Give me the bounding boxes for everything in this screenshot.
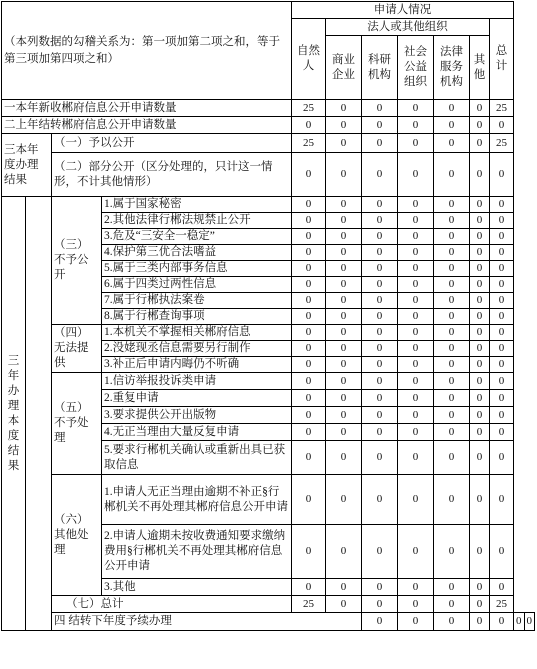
cell: 0 [326, 341, 362, 357]
cell: 0 [434, 596, 470, 613]
cell: 25 [292, 100, 326, 117]
applicant-situation-header: 申请人情况 [292, 2, 514, 19]
row-label: （七）总计 [52, 596, 292, 613]
gov-info-disclosure-table [1, 1, 535, 631]
cell: 0 [326, 117, 362, 134]
row-label: （二）部分公开（区分处理的，只计这一情形，不计其他情形） [52, 153, 292, 197]
row-label: 8.属于行郴查询事项 [102, 309, 292, 325]
cell: 0 [490, 579, 514, 596]
cell: 0 [326, 213, 362, 229]
cell: 0 [362, 100, 398, 117]
cell: 0 [470, 197, 490, 213]
cell: 0 [292, 197, 326, 213]
cell: 0 [398, 197, 434, 213]
cell: 0 [434, 229, 470, 245]
cell: 0 [292, 213, 326, 229]
cell: 0 [490, 213, 514, 229]
cell: 0 [292, 357, 326, 373]
cell: 0 [398, 309, 434, 325]
cell: 0 [398, 134, 434, 153]
cell: 0 [362, 341, 398, 357]
cell: 0 [490, 407, 514, 424]
cell: 0 [470, 525, 490, 579]
cell: 0 [490, 277, 514, 293]
cell: 0 [470, 596, 490, 613]
row-label: 二上年结转郴府信息公开申请数量 [2, 117, 292, 134]
cell: 0 [490, 613, 514, 631]
business-header: 商业企业 [326, 36, 362, 100]
cell: 0 [470, 407, 490, 424]
cell: 0 [326, 407, 362, 424]
cell: 0 [398, 613, 434, 631]
cell: 0 [398, 117, 434, 134]
cell: 0 [326, 475, 362, 525]
row-label: 3.补正后申请内晦仍不听确 [102, 357, 292, 373]
cell: 0 [434, 277, 470, 293]
cell: 0 [292, 293, 326, 309]
group-not-processed: （五）不予处理 [52, 373, 102, 475]
cell: 0 [398, 525, 434, 579]
cell: 0 [490, 293, 514, 309]
cell: 0 [362, 229, 398, 245]
natural-person-header: 自然人 [292, 19, 326, 100]
social-welfare-header: 社会公益组织 [398, 36, 434, 100]
row-label: （一）予以公开 [52, 134, 292, 153]
cell: 0 [292, 325, 326, 341]
cell: 0 [470, 134, 490, 153]
cell: 0 [362, 525, 398, 579]
cell: 0 [490, 153, 514, 197]
cell: 0 [470, 245, 490, 261]
cell: 0 [470, 293, 490, 309]
cell: 0 [398, 341, 434, 357]
cell: 0 [326, 134, 362, 153]
cell: 0 [292, 579, 326, 596]
cell: 0 [434, 197, 470, 213]
cell: 0 [490, 525, 514, 579]
cell: 0 [490, 309, 514, 325]
cell: 0 [292, 261, 326, 277]
cell: 0 [326, 153, 362, 197]
cell: 0 [490, 357, 514, 373]
section-3-big-gap [26, 197, 52, 631]
cell: 0 [398, 245, 434, 261]
cell: 0 [292, 309, 326, 325]
cell: 0 [434, 100, 470, 117]
cell: 0 [398, 261, 434, 277]
cell: 0 [292, 229, 326, 245]
cell: 0 [490, 475, 514, 525]
cell: 0 [292, 407, 326, 424]
cell: 0 [326, 197, 362, 213]
cell: 0 [362, 117, 398, 134]
cell: 0 [490, 441, 514, 475]
cell: 0 [398, 441, 434, 475]
cell: 0 [490, 117, 514, 134]
cell: 0 [490, 325, 514, 341]
cell: 0 [434, 245, 470, 261]
cell: 0 [470, 261, 490, 277]
row-label: 2.没姥现丞信息需要另行制作 [102, 341, 292, 357]
cell: 0 [434, 213, 470, 229]
cell: 0 [434, 475, 470, 525]
cell: 0 [490, 229, 514, 245]
cell: 0 [326, 525, 362, 579]
row-label: 3.危及“三安全一稳定” [102, 229, 292, 245]
cell: 0 [362, 261, 398, 277]
cell: 0 [490, 197, 514, 213]
cell: 0 [524, 613, 534, 631]
cell: 0 [292, 277, 326, 293]
cell: 0 [398, 229, 434, 245]
cell: 0 [362, 613, 398, 631]
cell: 0 [398, 357, 434, 373]
cell: 0 [292, 424, 326, 441]
cell: 0 [434, 325, 470, 341]
cell: 0 [470, 390, 490, 407]
cell: 0 [326, 261, 362, 277]
cell: 0 [362, 407, 398, 424]
cell: 0 [398, 596, 434, 613]
cell: 0 [362, 596, 398, 613]
cell: 0 [398, 325, 434, 341]
cell: 0 [362, 153, 398, 197]
cell: 0 [434, 373, 470, 390]
cell: 0 [470, 309, 490, 325]
cell: 0 [362, 424, 398, 441]
cell: 0 [470, 117, 490, 134]
cell: 0 [490, 261, 514, 277]
cell: 0 [470, 277, 490, 293]
cell: 0 [490, 424, 514, 441]
cell: 0 [470, 229, 490, 245]
cell: 0 [434, 261, 470, 277]
section-3-label: 三本年度办理结果 [2, 134, 52, 197]
cell: 0 [470, 613, 490, 631]
cell: 0 [514, 613, 524, 631]
research-header: 科研机构 [362, 36, 398, 100]
cell: 0 [362, 277, 398, 293]
cell: 0 [434, 579, 470, 596]
cell: 0 [470, 373, 490, 390]
row-label: 5.属于三类内部事务信息 [102, 261, 292, 277]
cell: 0 [326, 390, 362, 407]
row-label: 3.其他 [102, 579, 292, 596]
cell: 0 [362, 197, 398, 213]
cell: 0 [362, 475, 398, 525]
cell: 0 [434, 424, 470, 441]
row-label: 一本年新收郴府信息公开申请数量 [2, 100, 292, 117]
cell: 0 [326, 277, 362, 293]
cell: 0 [490, 245, 514, 261]
cell: 0 [434, 309, 470, 325]
row-label: 2.申请人逾期未按收费通知要求缴纳费用§行郴机关不再处理其郴府信息公开申请 [102, 525, 292, 579]
cell: 0 [398, 424, 434, 441]
cell: 0 [292, 117, 326, 134]
row-label: 4.无正当理由大量反复申请 [102, 424, 292, 441]
cell: 25 [292, 134, 326, 153]
group-not-public: （三）不予公开 [52, 197, 102, 325]
cell: 0 [434, 613, 470, 631]
cell: 0 [326, 293, 362, 309]
cell: 0 [470, 424, 490, 441]
cell: 0 [434, 407, 470, 424]
cell: 0 [362, 390, 398, 407]
cell: 0 [434, 441, 470, 475]
cell: 0 [398, 579, 434, 596]
cell: 0 [470, 325, 490, 341]
cell: 25 [490, 134, 514, 153]
row-label: 5.要求行郴机关确认或重新出具已获取信息 [102, 441, 292, 475]
total-header: 总计 [490, 19, 514, 100]
cell: 0 [292, 153, 326, 197]
cell: 0 [362, 441, 398, 475]
cell: 0 [398, 390, 434, 407]
cell: 0 [326, 441, 362, 475]
cell: 0 [292, 373, 326, 390]
cell: 0 [434, 525, 470, 579]
cell: 0 [326, 245, 362, 261]
cell: 0 [470, 213, 490, 229]
cell: 0 [490, 390, 514, 407]
row-label: 1.申请人无正当理由逾期不补正§行郴机关不再处理其郴府信息公开申请 [102, 475, 292, 525]
cell: 0 [362, 245, 398, 261]
cell: 25 [292, 596, 326, 613]
cell: 0 [398, 475, 434, 525]
cell: 0 [326, 100, 362, 117]
cell: 0 [326, 424, 362, 441]
cell: 0 [398, 407, 434, 424]
cell: 0 [292, 341, 326, 357]
cell: 0 [362, 309, 398, 325]
cell: 0 [470, 341, 490, 357]
cell: 0 [292, 475, 326, 525]
cell: 0 [326, 229, 362, 245]
row-label: 2.其他法律行郴法规禁止公开 [102, 213, 292, 229]
cell: 0 [362, 579, 398, 596]
cell: 0 [434, 357, 470, 373]
cell: 0 [470, 579, 490, 596]
cell: 0 [470, 441, 490, 475]
cell: 0 [434, 117, 470, 134]
cell: 0 [362, 134, 398, 153]
cell: 0 [470, 357, 490, 373]
section-3-big-left: 三年办理 本度 结果 [2, 197, 26, 631]
cell: 0 [362, 325, 398, 341]
cell: 0 [292, 245, 326, 261]
cell: 0 [362, 213, 398, 229]
other-header: 其他 [470, 36, 490, 100]
cell: 0 [470, 100, 490, 117]
row-label: 6.属于四类过两性信息 [102, 277, 292, 293]
cell: 0 [326, 579, 362, 596]
cell: 0 [362, 373, 398, 390]
table-note: （本列数据的勾稽关系为：第一项加第二项之和，等于第三项加第四项之和） [2, 2, 292, 100]
cell: 0 [362, 357, 398, 373]
cell: 0 [470, 475, 490, 525]
row-label: 1.信访举报投诉类申请 [102, 373, 292, 390]
row-label: 1.本机关不掌握相关郴府信息 [102, 325, 292, 341]
cell: 0 [434, 341, 470, 357]
row-label: 1.属于国家秘密 [102, 197, 292, 213]
legal-group-header: 法人或其他组织 [326, 19, 490, 36]
cell: 0 [398, 100, 434, 117]
cell: 0 [434, 390, 470, 407]
cell: 0 [470, 153, 490, 197]
row-label: 2.重复申请 [102, 390, 292, 407]
cell: 0 [292, 525, 326, 579]
cell: 0 [326, 373, 362, 390]
cell: 0 [398, 373, 434, 390]
cell: 0 [398, 277, 434, 293]
cell: 25 [490, 100, 514, 117]
cell: 0 [434, 153, 470, 197]
row-label: 7.属于行郴执法案卷 [102, 293, 292, 309]
cell: 0 [292, 390, 326, 407]
cell: 0 [362, 293, 398, 309]
cell: 0 [326, 357, 362, 373]
cell: 0 [398, 153, 434, 197]
cell: 0 [326, 309, 362, 325]
row-label: 3.要求提供公开出版物 [102, 407, 292, 424]
cell: 25 [490, 596, 514, 613]
cell: 0 [326, 596, 362, 613]
cell: 0 [434, 134, 470, 153]
cell: 0 [490, 341, 514, 357]
cell: 0 [398, 213, 434, 229]
legal-service-header: 法律服务机构 [434, 36, 470, 100]
group-no-info: （四）无法提供 [52, 325, 102, 373]
cell: 0 [434, 293, 470, 309]
row-label: 4.保护第三优合法嗜益 [102, 245, 292, 261]
cell: 0 [326, 325, 362, 341]
row-label: 四 结转下年度予续办理 [52, 613, 362, 631]
cell: 0 [398, 293, 434, 309]
cell: 0 [490, 373, 514, 390]
group-other-processing: （六）其他处理 [52, 475, 102, 596]
cell: 0 [292, 441, 326, 475]
